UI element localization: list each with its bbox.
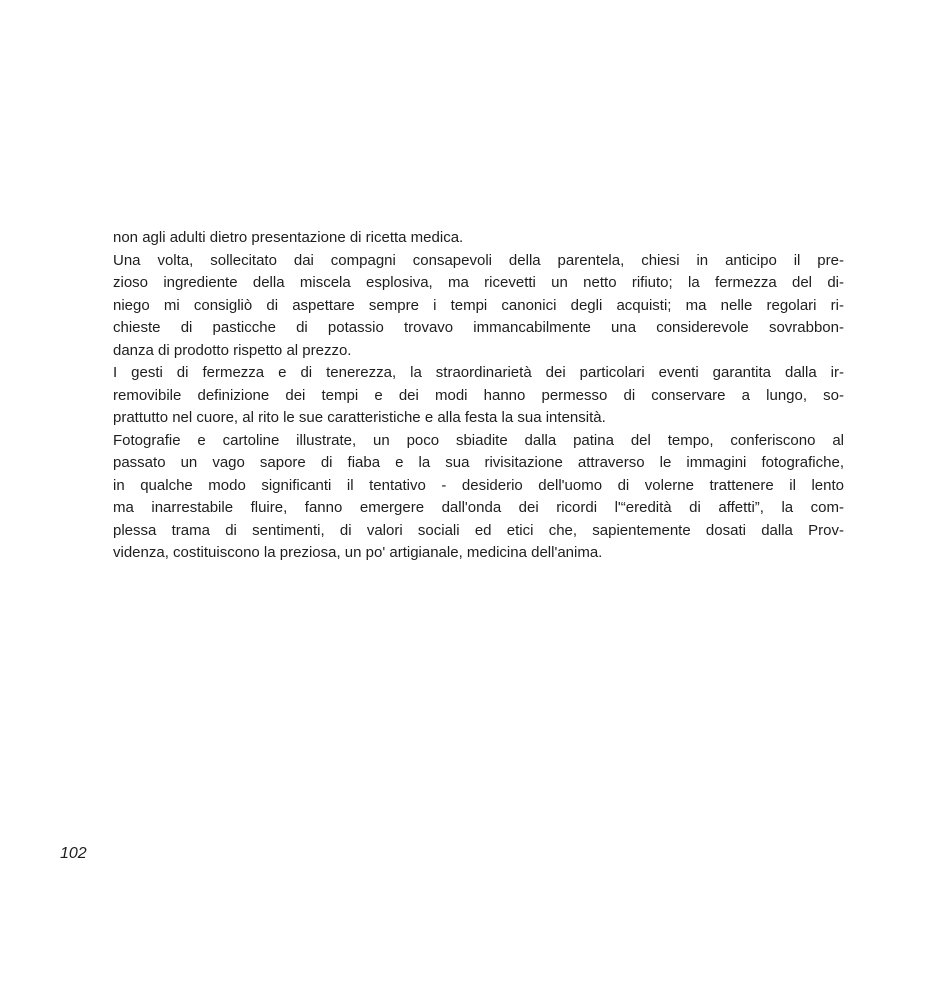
text-line: chieste di pasticche di potassio trovavo immancabilmente una considerevole sovrabbon- (113, 319, 844, 336)
text-line: I gesti di fermezza e di tenerezza, la straordinarietà dei particolari eventi garantita dalla ir- (113, 364, 844, 381)
page-number: 102 (60, 845, 87, 862)
text-line: ma inarrestabile fluire, fanno emergere dall'onda dei ricordi l'“eredità di affetti”, la com- (113, 499, 844, 516)
text-line: Fotografie e cartoline illustrate, un poco sbiadite dalla patina del tempo, conferiscono al (113, 431, 844, 449)
text-line: removibile definizione dei tempi e dei modi hanno permesso di conservare a lungo, so- (113, 386, 844, 404)
text-line: in qualche modo significanti il tentativo - desiderio dell'uomo di volerne trattenere il lento (113, 476, 844, 494)
text-line: videnza, costituiscono la preziosa, un po' artigianale, medicina dell'anima. (113, 544, 603, 561)
text-line: plessa trama di sentimenti, di valori sociali ed etici che, sapientemente dosati dalla Prov- (113, 521, 844, 539)
text-line: zioso ingrediente della miscela esplosiva, ma ricevetti un netto rifiuto; la fermezza del di- (113, 274, 844, 291)
text-line: prattutto nel cuore, al rito le sue caratteristiche e alla festa la sua intensità. (113, 409, 606, 426)
body-text (113, 227, 844, 565)
text-line: Una volta, sollecitato dai compagni consapevoli della parentela, chiesi in anticipo il pre- (113, 251, 844, 269)
text-line: danza di prodotto rispetto al prezzo. (113, 341, 352, 359)
text-line: niego mi consigliò di aspettare sempre i tempi canonici degli acquisti; ma nelle regolari ri- (113, 296, 844, 314)
text-line: passato un vago sapore di fiaba e la sua rivisitazione attraverso le immagini fotografiche, (113, 454, 844, 471)
text-line: non agli adulti dietro presentazione di ricetta medica. (113, 229, 464, 246)
